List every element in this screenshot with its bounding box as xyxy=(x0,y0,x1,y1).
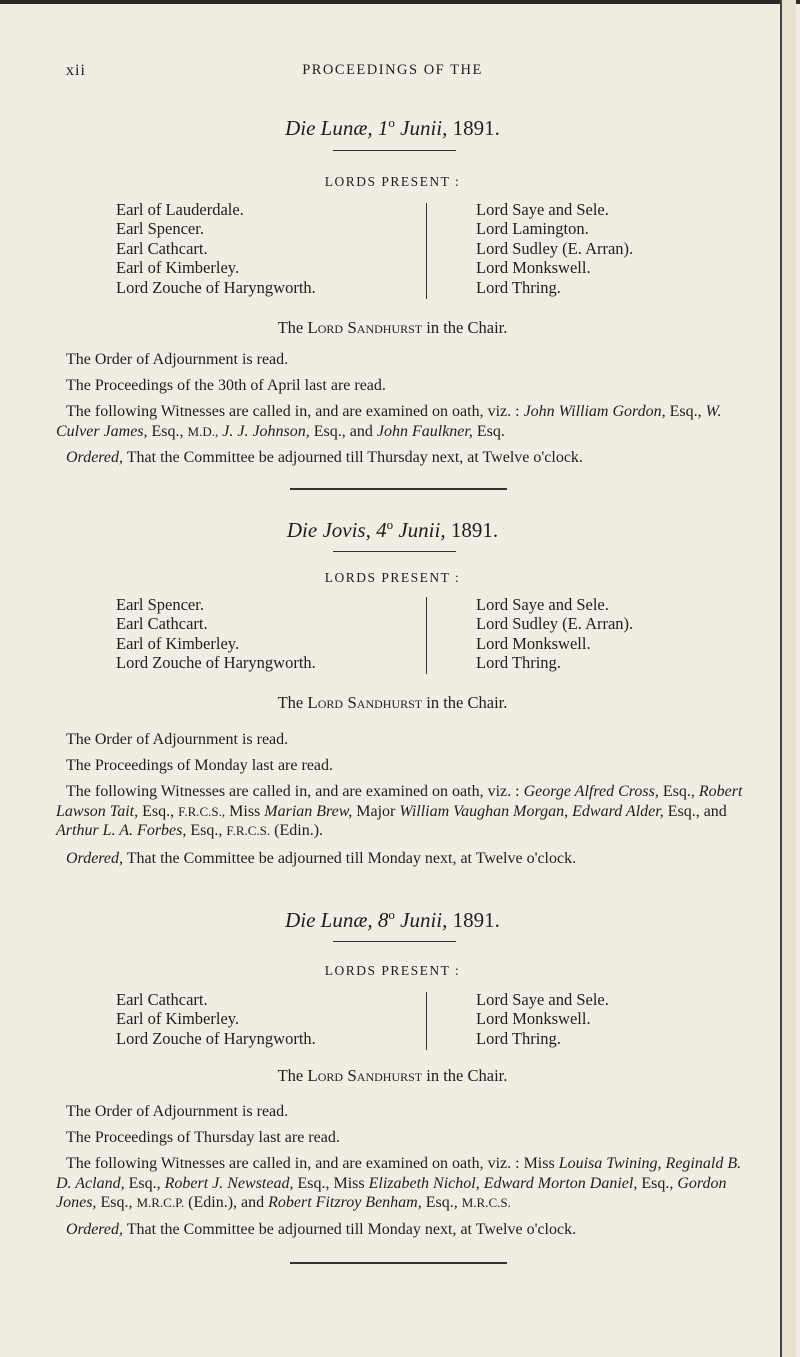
lord-name: Lord Monkswell. xyxy=(476,258,591,278)
lord-name: Lord Zouche of Haryngworth. xyxy=(116,653,316,673)
lord-name: Lord Thring. xyxy=(476,653,561,673)
chair-line: The Lord Sandhurst in the Chair. xyxy=(277,693,508,712)
lords-present-heading: LORDS PRESENT : xyxy=(324,963,461,978)
lords-left-column xyxy=(116,595,316,673)
lord-name: Lord Saye and Sele. xyxy=(476,990,609,1009)
lord-name: Lord Monkswell. xyxy=(476,1009,591,1029)
proceedings-read: The Proceedings of Thursday last are read. xyxy=(66,1129,340,1146)
lord-name: Lord Saye and Sele. xyxy=(476,595,609,614)
lord-name: Earl of Kimberley. xyxy=(116,1009,240,1029)
lord-name: Earl Cathcart. xyxy=(116,238,208,258)
lord-name: Earl Spencer. xyxy=(116,219,204,239)
lord-name: Earl Spencer. xyxy=(116,595,204,614)
section-divider xyxy=(290,1262,507,1264)
column-divider xyxy=(426,992,427,1050)
column-divider xyxy=(426,203,427,299)
divider xyxy=(333,551,456,552)
lord-name: Earl of Kimberley. xyxy=(116,258,240,278)
witnesses-paragraph: The following Witnesses are called in, and are examined on oath, viz. : Miss Louisa Twining, Reginald B. D. Acland, Esq., Robert J. Newstead, Esq., Miss Elizabeth Nichol, Edward Morton Daniel, Esq., Gordon Jones, Esq., M.R.C.P. (Edin.), and Robert Fitzroy Benham, Esq., M.R.C.S. xyxy=(56,1155,742,1211)
lord-name: Lord Saye and Sele. xyxy=(476,200,609,219)
chair-line: The Lord Sandhurst in the Chair. xyxy=(277,318,508,337)
lord-name: Earl Cathcart. xyxy=(116,614,208,634)
lord-name: Lord Lamington. xyxy=(476,219,589,239)
sitting-date: Die Lunæ, 8$^o$ Junii, 1891. xyxy=(285,907,500,932)
lords-present-heading: LORDS PRESENT : xyxy=(324,570,461,585)
lords-left-column xyxy=(116,990,316,1048)
page-header xyxy=(0,62,785,86)
lords-present-heading: LORDS PRESENT : xyxy=(324,174,461,189)
page-number: xii xyxy=(66,62,86,79)
lords-right-column xyxy=(476,990,609,1048)
order-read: The Order of Adjournment is read. xyxy=(66,1103,289,1120)
witnesses-paragraph: The following Witnesses are called in, and are examined on oath, viz. : John William Gordon, Esq., W. Culver James, Esq., M.D., J. J. Johnson, Esq., and John Faulkner, Esq. xyxy=(56,403,722,440)
sitting-date: Die Lunæ, 1$^o$ Junii, 1891. xyxy=(285,115,500,140)
lord-name: Lord Monkswell. xyxy=(476,633,591,653)
lords-right-column xyxy=(476,595,633,673)
divider xyxy=(333,150,456,151)
page-top-edge xyxy=(0,0,800,4)
lord-name: Lord Zouche of Haryngworth. xyxy=(116,277,316,297)
page-right-edge xyxy=(780,0,796,1357)
adjournment-order: Ordered, That the Committee be adjourned till Monday next, at Twelve o'clock. xyxy=(66,1221,577,1238)
chair-line: The Lord Sandhurst in the Chair. xyxy=(277,1066,508,1085)
running-title: PROCEEDINGS OF THE xyxy=(302,62,483,78)
lord-name: Lord Zouche of Haryngworth. xyxy=(116,1028,316,1048)
section-divider xyxy=(290,488,507,490)
proceedings-read: The Proceedings of the 30th of April last are read. xyxy=(66,377,386,394)
lords-left-column xyxy=(116,200,316,297)
lord-name: Lord Thring. xyxy=(476,1028,561,1048)
lords-right-column xyxy=(476,200,633,297)
witnesses-paragraph: The following Witnesses are called in, and are examined on oath, viz. : George Alfred Cross, Esq., Robert Lawson Tait, Esq., F.R.C.S., Miss Marian Brew, Major William Vaughan Morgan, Edward Alder, Esq., and Arthur L. A. Forbes, Esq., F.R.C.S. (Edin.). xyxy=(56,783,743,839)
lord-name: Earl Cathcart. xyxy=(116,990,208,1009)
adjournment-order: Ordered, That the Committee be adjourned till Monday next, at Twelve o'clock. xyxy=(66,850,577,867)
lord-name: Lord Thring. xyxy=(476,277,561,297)
adjournment-order: Ordered, That the Committee be adjourned till Thursday next, at Twelve o'clock. xyxy=(66,449,583,466)
order-read: The Order of Adjournment is read. xyxy=(66,351,289,368)
lord-name: Earl of Kimberley. xyxy=(116,633,240,653)
divider xyxy=(333,941,456,942)
sitting-date: Die Jovis, 4$^o$ Junii, 1891. xyxy=(286,517,499,542)
lord-name: Earl of Lauderdale. xyxy=(116,200,244,219)
order-read: The Order of Adjournment is read. xyxy=(66,731,289,748)
lord-name: Lord Sudley (E. Arran). xyxy=(476,614,634,634)
proceedings-read: The Proceedings of Monday last are read. xyxy=(66,757,334,774)
column-divider xyxy=(426,597,427,674)
lord-name: Lord Sudley (E. Arran). xyxy=(476,238,634,258)
